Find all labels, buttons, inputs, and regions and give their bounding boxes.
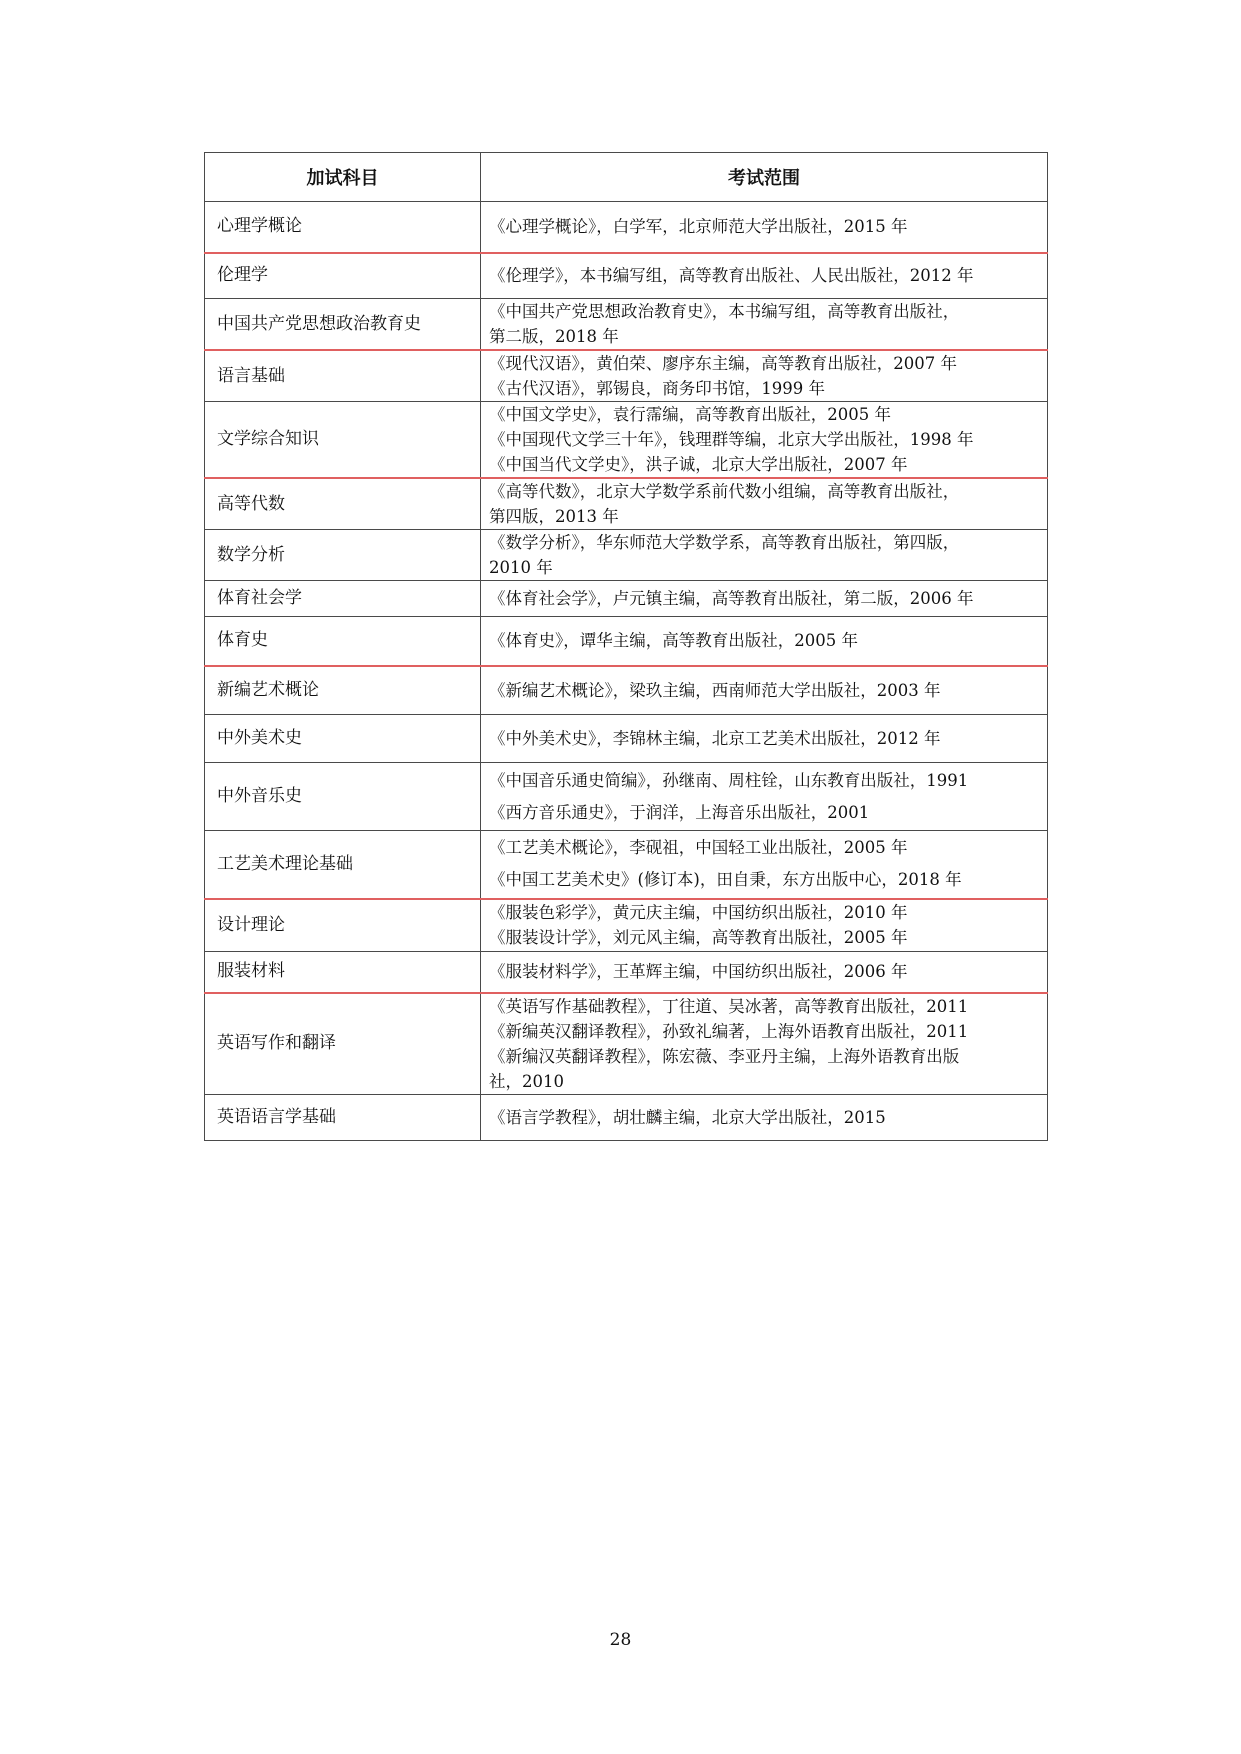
- table-row: [205, 530, 1048, 581]
- scope-line: 《中国音乐通史简编》，孙继南、周柱铨，山东教育出版社，1991: [489, 770, 969, 790]
- table-row: [205, 478, 1048, 530]
- subject-cell: 英语写作和翻译: [205, 993, 481, 1095]
- scope-line: 《体育史》，谭华主编，高等教育出版社，2005 年: [489, 631, 858, 651]
- scope-line: 2010 年: [489, 558, 553, 577]
- table-row: [205, 715, 1048, 763]
- scope-line: 《中国共产党思想政治教育史》，本书编写组，高等教育出版社，: [489, 302, 960, 321]
- subject-cell: 文学综合知识: [205, 402, 481, 479]
- subject-cell: 中外美术史: [205, 715, 481, 763]
- scope-line: 《古代汉语》，郭锡良，商务印书馆，1999 年: [489, 379, 825, 398]
- subject-cell: 中外音乐史: [205, 763, 481, 831]
- scope-line: 《中国当代文学史》，洪子诚，北京大学出版社，2007 年: [489, 455, 908, 474]
- scope-cell: [481, 530, 1048, 581]
- subject-cell: 心理学概论: [205, 202, 481, 253]
- scope-line: 《中外美术史》，李锦林主编，北京工艺美术出版社，2012 年: [489, 729, 941, 748]
- table-row: [205, 763, 1048, 831]
- scope-line: 《中国现代文学三十年》，钱理群等编，北京大学出版社，1998 年: [489, 430, 974, 449]
- scope-line: 第二版，2018 年: [489, 327, 619, 346]
- scope-line: 《新编汉英翻译教程》，陈宏薇、李亚丹主编，上海外语教育出版: [489, 1046, 960, 1066]
- subject-cell: 语言基础: [205, 350, 481, 402]
- table-header-row: [205, 153, 1048, 202]
- subject-cell: 服装材料: [205, 952, 481, 993]
- scope-cell: [481, 763, 1048, 831]
- table-row: [205, 899, 1048, 952]
- table-row: [205, 350, 1048, 402]
- scope-line: 《英语写作基础教程》，丁往道、吴冰著，高等教育出版社，2011: [489, 996, 969, 1016]
- scope-line: 《服装设计学》，刘元风主编，高等教育出版社，2005 年: [489, 928, 908, 948]
- scope-cell: [481, 899, 1048, 952]
- scope-line: 《西方音乐通史》，于润洋，上海音乐出版社，2001: [489, 802, 870, 822]
- scope-line: 《心理学概论》，白学军，北京师范大学出版社，2015 年: [489, 217, 908, 237]
- scope-cell: [481, 350, 1048, 402]
- scope-line: 《新编英汉翻译教程》，孙致礼编著，上海外语教育出版社，2011: [489, 1021, 969, 1041]
- scope-cell: [481, 831, 1048, 899]
- scope-line: 《高等代数》，北京大学数学系前代数小组编，高等教育出版社，: [489, 482, 960, 501]
- scope-cell: [481, 952, 1048, 993]
- scope-line: 第四版，2013 年: [489, 507, 619, 526]
- table-row: [205, 581, 1048, 617]
- header-scope: 考试范围: [481, 153, 1048, 202]
- subject-cell: 设计理论: [205, 899, 481, 952]
- table-row: [205, 617, 1048, 666]
- table-row: [205, 952, 1048, 993]
- scope-line: 《现代汉语》，黄伯荣、廖序东主编，高等教育出版社，2007 年: [489, 354, 957, 373]
- table-row: [205, 666, 1048, 715]
- scope-cell: [481, 253, 1048, 299]
- subject-cell: 新编艺术概论: [205, 666, 481, 715]
- scope-line: 《新编艺术概论》，梁玖主编，西南师范大学出版社，2003 年: [489, 680, 941, 700]
- table-row: [205, 402, 1048, 479]
- scope-cell: [481, 993, 1048, 1095]
- table-body: [205, 202, 1048, 1141]
- scope-cell: [481, 402, 1048, 479]
- subject-cell: 体育社会学: [205, 581, 481, 617]
- subject-cell: 英语语言学基础: [205, 1094, 481, 1140]
- subject-cell: 高等代数: [205, 478, 481, 530]
- scope-cell: [481, 1094, 1048, 1140]
- scope-line: 《体育社会学》，卢元镇主编，高等教育出版社，第二版，2006 年: [489, 589, 974, 608]
- subject-cell: 体育史: [205, 617, 481, 666]
- subject-cell: 数学分析: [205, 530, 481, 581]
- scope-cell: [481, 666, 1048, 715]
- table-row: [205, 299, 1048, 351]
- scope-line: 《伦理学》，本书编写组，高等教育出版社、人民出版社，2012 年: [489, 266, 974, 286]
- table-row: [205, 202, 1048, 253]
- subject-cell: 工艺美术理论基础: [205, 831, 481, 899]
- scope-line: 《中国工艺美术史》(修订本)，田自秉，东方出版中心，2018 年: [489, 870, 962, 890]
- table-row: [205, 1094, 1048, 1140]
- scope-line: 《中国文学史》，袁行霈编，高等教育出版社，2005 年: [489, 405, 891, 424]
- scope-line: 《工艺美术概论》，李砚祖，中国轻工业出版社，2005 年: [489, 838, 908, 858]
- scope-line: 《数学分析》，华东师范大学数学系，高等教育出版社，第四版，: [489, 533, 960, 552]
- table-row: [205, 831, 1048, 899]
- scope-line: 《服装色彩学》，黄元庆主编，中国纺织出版社，2010 年: [489, 903, 908, 923]
- table-row: [205, 993, 1048, 1095]
- scope-line: 社，2010: [489, 1071, 564, 1091]
- header-subject: 加试科目: [205, 153, 481, 202]
- subject-cell: 中国共产党思想政治教育史: [205, 299, 481, 351]
- scope-line: 《服装材料学》，王革辉主编，中国纺织出版社，2006 年: [489, 962, 908, 982]
- scope-cell: [481, 202, 1048, 253]
- scope-line: 《语言学教程》，胡壮麟主编，北京大学出版社，2015: [489, 1107, 886, 1127]
- scope-cell: [481, 715, 1048, 763]
- subject-cell: 伦理学: [205, 253, 481, 299]
- page-number: 28: [609, 1630, 632, 1650]
- scope-cell: [481, 478, 1048, 530]
- exam-subjects-table: [204, 152, 1048, 1141]
- scope-cell: [481, 581, 1048, 617]
- table-row: [205, 253, 1048, 299]
- scope-cell: [481, 299, 1048, 351]
- scope-cell: [481, 617, 1048, 666]
